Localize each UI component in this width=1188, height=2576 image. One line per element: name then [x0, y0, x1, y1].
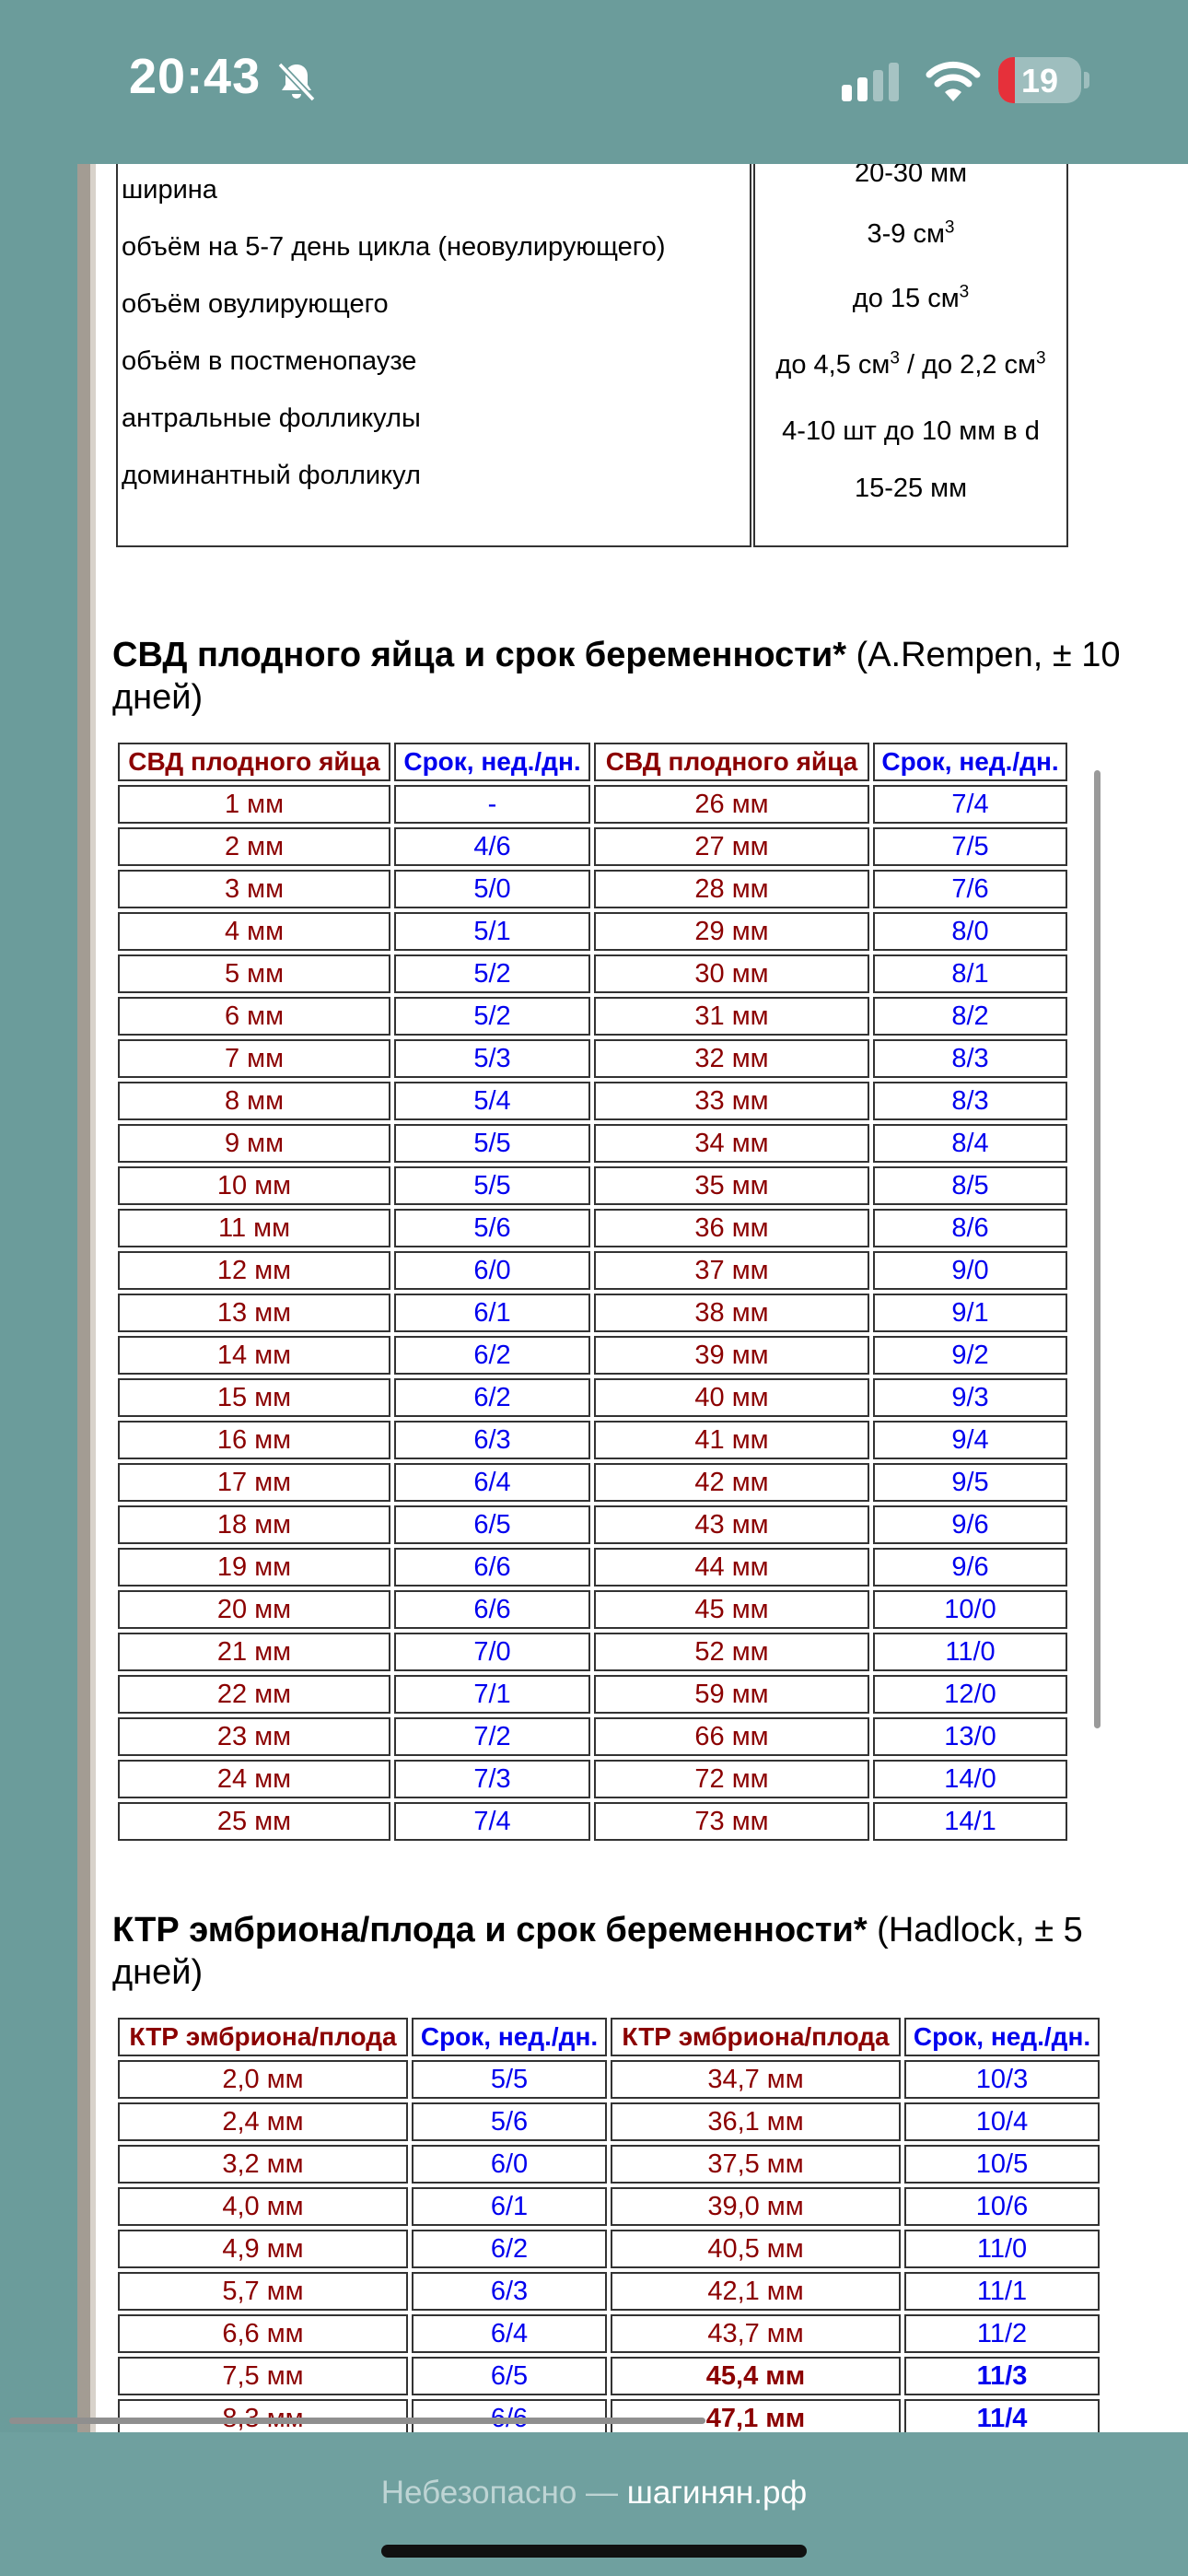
table-cell: 7/5 — [873, 827, 1067, 866]
table-cell: 12/0 — [873, 1675, 1067, 1714]
table-cell: 39,0 мм — [611, 2187, 901, 2226]
table-cell: 6/2 — [394, 1378, 590, 1417]
table-cell: 13 мм — [118, 1294, 390, 1332]
param-label: объём в постменопаузе — [122, 346, 417, 376]
table-cell: 10/6 — [904, 2187, 1100, 2226]
home-indicator[interactable] — [381, 2545, 807, 2558]
table-cell: 8/4 — [873, 1124, 1067, 1163]
param-label: ширина — [122, 175, 217, 205]
table-cell: 7/4 — [394, 1802, 590, 1841]
table-cell: 13/0 — [873, 1717, 1067, 1756]
table-row — [118, 2399, 1100, 2432]
table-cell: 9/5 — [873, 1463, 1067, 1502]
table-cell: 9/6 — [873, 1505, 1067, 1544]
table-cell — [118, 2399, 408, 2432]
table-row — [118, 1505, 1067, 1544]
page-edge-light — [90, 164, 96, 2432]
table-cell: 11/3 — [904, 2357, 1100, 2395]
value-column — [753, 164, 1068, 547]
table-cell: 41 мм — [594, 1421, 869, 1459]
table-cell: 35 мм — [594, 1166, 869, 1205]
table-cell: 9/3 — [873, 1378, 1067, 1417]
table-cell: 6/2 — [394, 1336, 590, 1375]
table-cell: 6/5 — [412, 2357, 607, 2395]
table-row — [118, 1463, 1067, 1502]
table-cell: 45,4 мм — [611, 2357, 901, 2395]
table-cell: 37,5 мм — [611, 2145, 901, 2184]
table-row — [118, 2060, 1100, 2099]
table-cell: 72 мм — [594, 1760, 869, 1798]
table-cell: 34,7 мм — [611, 2060, 901, 2099]
table-cell: 9/6 — [873, 1548, 1067, 1587]
status-bar — [0, 0, 1188, 164]
table-cell: 27 мм — [594, 827, 869, 866]
page-edge — [77, 164, 90, 2432]
table-cell: 6,6 мм — [118, 2314, 408, 2353]
table-cell: 7/0 — [394, 1633, 590, 1671]
table-cell: 5/5 — [394, 1166, 590, 1205]
table-cell: 32 мм — [594, 1039, 869, 1078]
table-cell: 8/0 — [873, 912, 1067, 951]
table-cell: 10/5 — [904, 2145, 1100, 2184]
battery-icon — [998, 57, 1081, 103]
svd-gestational-age-table — [114, 739, 1071, 1844]
table-cell: 45 мм — [594, 1590, 869, 1629]
table-cell: 11/0 — [904, 2230, 1100, 2268]
table-row — [118, 912, 1067, 951]
table-row — [118, 2102, 1100, 2141]
column-header: Срок, нед./дн. — [904, 2018, 1100, 2056]
table-cell: 34 мм — [594, 1124, 869, 1163]
table-cell: 24 мм — [118, 1760, 390, 1798]
table-cell: 11 мм — [118, 1209, 390, 1247]
column-header: СВД плодного яйца — [594, 743, 869, 781]
table-cell: 22 мм — [118, 1675, 390, 1714]
table-cell: 42 мм — [594, 1463, 869, 1502]
table-cell: 15 мм — [118, 1378, 390, 1417]
table-cell: 28 мм — [594, 870, 869, 908]
cellular-signal-icon — [840, 63, 901, 103]
table-row — [118, 870, 1067, 908]
table-cell: 19 мм — [118, 1548, 390, 1587]
table-cell: 40 мм — [594, 1378, 869, 1417]
table-row — [118, 1802, 1067, 1841]
bell-slash-icon — [274, 59, 319, 103]
table-cell: 7/4 — [873, 785, 1067, 824]
table-cell: 40,5 мм — [611, 2230, 901, 2268]
table-row — [118, 954, 1067, 993]
table-cell: 6/6 — [394, 1548, 590, 1587]
param-label: объём на 5-7 день цикла (неовулирующего) — [122, 232, 666, 262]
table-row — [118, 1760, 1067, 1798]
param-label: антральные фолликулы — [122, 404, 421, 433]
table-row — [118, 2357, 1100, 2395]
table-cell: 6/3 — [394, 1421, 590, 1459]
table-cell: 8/3 — [873, 1039, 1067, 1078]
table-cell: 6/6 — [394, 1590, 590, 1629]
battery-level: 19 — [1020, 62, 1059, 100]
table-cell: 9/4 — [873, 1421, 1067, 1459]
table-cell: 44 мм — [594, 1548, 869, 1587]
table-cell: - — [394, 785, 590, 824]
ktr-gestational-age-table — [114, 2014, 1103, 2432]
table-cell: 4 мм — [118, 912, 390, 951]
table-cell: 36 мм — [594, 1209, 869, 1247]
table-cell: 29 мм — [594, 912, 869, 951]
table-cell: 33 мм — [594, 1082, 869, 1120]
table-cell: 5/3 — [394, 1039, 590, 1078]
svd-section-title: СВД плодного яйца и срок беременности* (A.Rempen, ± 10 дней) — [112, 636, 1121, 717]
table-cell: 10/0 — [873, 1590, 1067, 1629]
table-row — [118, 2272, 1100, 2311]
column-header: Срок, нед./дн. — [394, 743, 590, 781]
table-cell: 7/2 — [394, 1717, 590, 1756]
table-cell: 6/0 — [412, 2145, 607, 2184]
url-display[interactable]: Небезопасно — шагинян.рф — [380, 2475, 808, 2511]
table-cell: 7/1 — [394, 1675, 590, 1714]
table-cell: 7,5 мм — [118, 2357, 408, 2395]
table-row — [118, 1548, 1067, 1587]
param-value: до 15 $см^3$ — [852, 282, 970, 313]
table-cell: 2,4 мм — [118, 2102, 408, 2141]
column-header: Срок, нед./дн. — [412, 2018, 607, 2056]
table-row — [118, 2230, 1100, 2268]
table-cell: 5,7 мм — [118, 2272, 408, 2311]
table-row — [118, 785, 1067, 824]
column-header: Срок, нед./дн. — [873, 743, 1067, 781]
table-cell: 59 мм — [594, 1675, 869, 1714]
table-cell: 43,7 мм — [611, 2314, 901, 2353]
table-row — [118, 1251, 1067, 1290]
table-row — [118, 1421, 1067, 1459]
table-row — [118, 1294, 1067, 1332]
table-cell: 8/6 — [873, 1209, 1067, 1247]
table-cell: 6/0 — [394, 1251, 590, 1290]
table-cell: 5/2 — [394, 954, 590, 993]
table-cell: 43 мм — [594, 1505, 869, 1544]
table-cell: 2,0 мм — [118, 2060, 408, 2099]
table-cell: 11/0 — [873, 1633, 1067, 1671]
table-row — [118, 997, 1067, 1036]
table-cell: 31 мм — [594, 997, 869, 1036]
table-cell: 5 мм — [118, 954, 390, 993]
table-cell: 17 мм — [118, 1463, 390, 1502]
table-cell: 6/2 — [412, 2230, 607, 2268]
table-cell: 47,1 мм — [611, 2399, 901, 2432]
table-row — [118, 2314, 1100, 2353]
ktr-section-title: КТР эмбриона/плода и срок беременности* (Hadlock, ± 5 дней) — [112, 1911, 1083, 1992]
table-cell: 2 мм — [118, 827, 390, 866]
table-cell: 23 мм — [118, 1717, 390, 1756]
table-cell: 20 мм — [118, 1590, 390, 1629]
table-row — [118, 1378, 1067, 1417]
table-cell: 11/2 — [904, 2314, 1100, 2353]
table-cell: 6/1 — [412, 2187, 607, 2226]
table-cell: 3,2 мм — [118, 2145, 408, 2184]
horizontal-scrollbar[interactable] — [9, 2418, 705, 2424]
table-cell: 39 мм — [594, 1336, 869, 1375]
table-cell: 6/3 — [412, 2272, 607, 2311]
param-value: 4-10 шт до 10 мм в d — [782, 416, 1040, 446]
table-cell: 3 мм — [118, 870, 390, 908]
table-cell: 5/5 — [412, 2060, 607, 2099]
table-cell: 10 мм — [118, 1166, 390, 1205]
table-cell: 6/4 — [412, 2314, 607, 2353]
table-cell: 5/4 — [394, 1082, 590, 1120]
table-row — [118, 827, 1067, 866]
table-cell: 42,1 мм — [611, 2272, 901, 2311]
table-row — [118, 1336, 1067, 1375]
table-cell: 9 мм — [118, 1124, 390, 1163]
table-cell: 5/1 — [394, 912, 590, 951]
table-cell: 7 мм — [118, 1039, 390, 1078]
table-cell: 8/1 — [873, 954, 1067, 993]
table-row — [118, 1082, 1067, 1120]
table-header-row — [118, 2018, 1100, 2056]
table-cell: 6/5 — [394, 1505, 590, 1544]
table-row — [118, 1590, 1067, 1629]
table-cell: 6/4 — [394, 1463, 590, 1502]
table-cell: 10/4 — [904, 2102, 1100, 2141]
web-page-content[interactable] — [77, 164, 1188, 2432]
table-cell: 9/2 — [873, 1336, 1067, 1375]
table-cell — [412, 2399, 607, 2432]
table-cell: 8/3 — [873, 1082, 1067, 1120]
column-header: СВД плодного яйца — [118, 743, 390, 781]
table-cell: 4,9 мм — [118, 2230, 408, 2268]
browser-address-bar[interactable] — [0, 2432, 1188, 2576]
table-cell: 8 мм — [118, 1082, 390, 1120]
table-cell: 6 мм — [118, 997, 390, 1036]
param-label: объём овулирующего — [122, 289, 389, 319]
table-row — [118, 1166, 1067, 1205]
table-row — [118, 1124, 1067, 1163]
table-cell: 12 мм — [118, 1251, 390, 1290]
table-cell: 14/1 — [873, 1802, 1067, 1841]
table-cell: 37 мм — [594, 1251, 869, 1290]
table-cell: 5/6 — [394, 1209, 590, 1247]
table-cell: 7/3 — [394, 1760, 590, 1798]
param-value: 15-25 мм — [854, 474, 968, 503]
table-row — [118, 1039, 1067, 1078]
table-cell: 11/1 — [904, 2272, 1100, 2311]
wifi-icon — [925, 57, 982, 105]
ovary-reference-table — [116, 164, 1066, 547]
parameter-column — [116, 164, 751, 547]
status-time: 20:43 — [129, 49, 262, 104]
table-row — [118, 1717, 1067, 1756]
column-header: КТР эмбриона/плода — [118, 2018, 408, 2056]
table-cell: 30 мм — [594, 954, 869, 993]
table-cell: 36,1 мм — [611, 2102, 901, 2141]
table-row — [118, 2145, 1100, 2184]
table-cell: 38 мм — [594, 1294, 869, 1332]
table-cell: 18 мм — [118, 1505, 390, 1544]
table-cell: 26 мм — [594, 785, 869, 824]
table-cell: 4,0 мм — [118, 2187, 408, 2226]
table-cell: 25 мм — [118, 1802, 390, 1841]
table-cell: 5/0 — [394, 870, 590, 908]
table-cell: 21 мм — [118, 1633, 390, 1671]
table-cell: 66 мм — [594, 1717, 869, 1756]
table-cell: 1 мм — [118, 785, 390, 824]
param-value: до 4,5 $см^3$ / до 2,2 $см^3$ — [775, 348, 1046, 380]
table-cell: 5/6 — [412, 2102, 607, 2141]
table-cell: 16 мм — [118, 1421, 390, 1459]
table-cell: 73 мм — [594, 1802, 869, 1841]
table-cell: 14/0 — [873, 1760, 1067, 1798]
table-cell: 5/2 — [394, 997, 590, 1036]
table-cell: 11/4 — [904, 2399, 1100, 2432]
table-cell: 9/0 — [873, 1251, 1067, 1290]
table-row — [118, 1675, 1067, 1714]
table-cell: 52 мм — [594, 1633, 869, 1671]
param-value: 20-30 мм — [854, 164, 968, 188]
table-cell: 8/2 — [873, 997, 1067, 1036]
table-cell: 8/5 — [873, 1166, 1067, 1205]
table-cell: 5/5 — [394, 1124, 590, 1163]
param-value: 3-9 $см^3$ — [867, 217, 955, 249]
table-row — [118, 2187, 1100, 2226]
table-cell: 6/1 — [394, 1294, 590, 1332]
table-row — [118, 1209, 1067, 1247]
table-cell: 10/3 — [904, 2060, 1100, 2099]
column-header: КТР эмбриона/плода — [611, 2018, 901, 2056]
table-cell: 7/6 — [873, 870, 1067, 908]
table-header-row — [118, 743, 1067, 781]
table-cell: 4/6 — [394, 827, 590, 866]
table-cell: 9/1 — [873, 1294, 1067, 1332]
vertical-scrollbar[interactable] — [1094, 770, 1101, 1728]
param-label: доминантный фолликул — [122, 461, 421, 490]
table-cell: 14 мм — [118, 1336, 390, 1375]
table-row — [118, 1633, 1067, 1671]
